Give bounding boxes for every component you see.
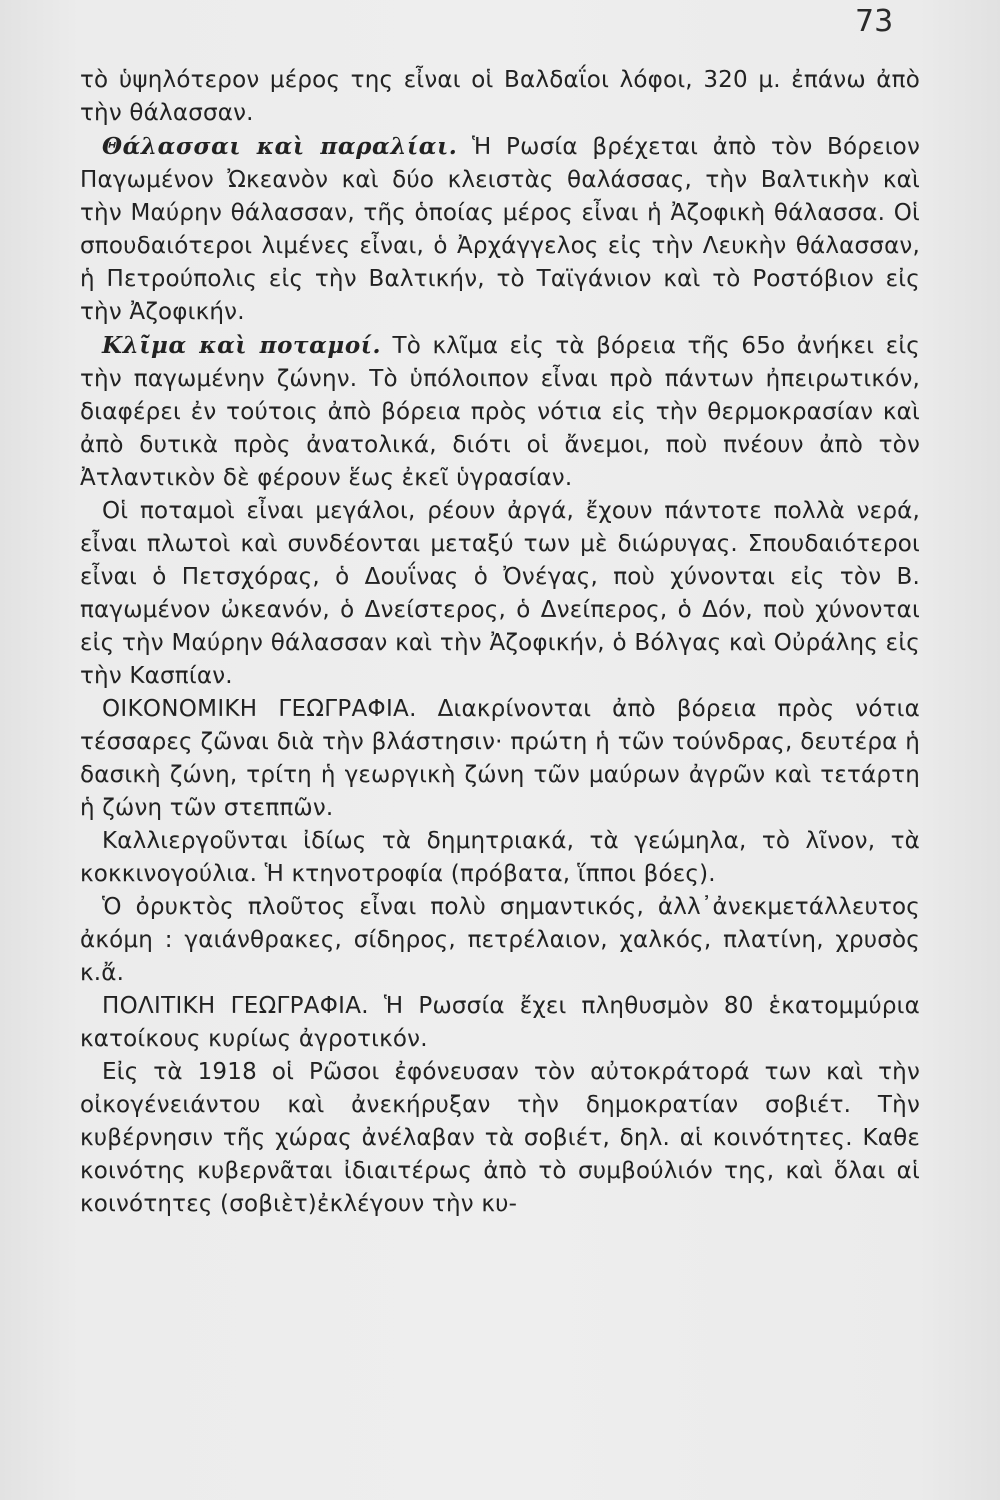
paragraph-text: Ἡ Ρωσία βρέχεται ἀπὸ τὸν Βόρειον Παγωμένον Ὠκεανὸν καὶ δύο κλειστὰς θαλάσσας, τὴν Βαλτικὴν καὶ τὴν Μαύρην θάλασσαν, τῆς ὁποίας μέρος εἶναι ἡ Ἀζοφικὴ θάλασσα. Οἱ σπουδαιότεροι λιμένες εἶναι, ὁ Ἀρχάγγελος εἰς τὴν Λευκὴν θάλασσαν, ἡ Πετρούπολις εἰς τὴν Βαλτικήν, τὸ Ταϊγάνιον καὶ τὸ Ροστόβιον εἰς τὴν Ἀζοφικήν. — [80, 134, 921, 325]
paragraph-intro — [80, 64, 920, 130]
paragraph-text: Καλλιεργοῦνται ἰδίως τὰ δημητριακά, τὰ γεώμηλα, τὸ λῖνον, τὰ κοκκινογούλια. Ἡ κτηνοτροφία (πρόβατα, ἵπποι βόες). — [80, 828, 920, 887]
paragraph-seas — [80, 130, 920, 329]
section-heading-climate: Κλῖμα καὶ ποταμοί. — [102, 332, 382, 359]
paragraph-rivers — [80, 495, 920, 693]
paragraph-soviet — [80, 1056, 920, 1221]
page-number: 73 — [855, 4, 894, 39]
paragraph-text: Διακρίνονται ἀπὸ βόρεια πρὸς νότια τέσσαρες ζῶναι διὰ τὴν βλάστησιν· πρώτη ἡ τῶν τούνδρας, δευτέρα ἡ δασικὴ ζώνη, τρίτη ἡ γεωργικὴ ζώνη τῶν μαύρων ἀγρῶν καὶ τετάρτη ἡ ζώνη τῶν στεππῶν. — [80, 696, 920, 821]
section-heading-political: ΠΟΛΙΤΙΚΗ ΓΕΩΓΡΑΦΙΑ. — [102, 993, 369, 1019]
paragraph-text: Ὁ ὀρυκτὸς πλοῦτος εἶναι πολὺ σημαντικός, ἀλλ᾽ἀνεκμετάλλευτος ἀκόμη : γαιάνθρακες, σίδηρος, πετρέλαιον, χαλκός, πλατίνη, χρυσὸς κ.ἄ. — [80, 894, 920, 986]
section-heading-economic: ΟΙΚΟΝΟΜΙΚΗ ΓΕΩΓΡΑΦΙΑ. — [102, 696, 417, 722]
paragraph-economic — [80, 693, 920, 825]
section-heading-seas: Θάλασσαι καὶ παραλίαι. — [102, 133, 458, 160]
paragraph-text: τὸ ὑψηλότερον μέρος της εἶναι οἱ Βαλδαΐοι λόφοι, 320 μ. ἐπάνω ἀπὸ τὴν θάλασσαν. — [80, 67, 920, 126]
paragraph-climate — [80, 329, 920, 495]
paragraph-minerals — [80, 891, 920, 990]
paragraph-political — [80, 990, 920, 1056]
paragraph-text: Οἱ ποταμοὶ εἶναι μεγάλοι, ρέουν ἀργά, ἔχουν πάντοτε πολλὰ νερά, εἶναι πλωτοὶ καὶ συνδέονται μεταξύ των μὲ διώρυγας. Σπουδαιότεροι εἶναι ὁ Πετσχόρας, ὁ Δουΐνας ὁ Ὀνέγας, ποὺ χύνονται εἰς τὸν Β. παγωμένον ὠκεανόν, ὁ Δνείστερος, ὁ Δνείπερος, ὁ Δόν, ποὺ χύνονται εἰς τὴν Μαύρην θάλασσαν καὶ τὴν Ἀζοφικήν, ὁ Βόλγας καὶ Οὐράλης εἰς τὴν Κασπίαν. — [80, 498, 920, 689]
paragraph-text: Ἡ Ρωσσία ἔχει πληθυσμὸν 80 ἑκατομμύρια κατοίκους κυρίως ἀγροτικόν. — [80, 993, 920, 1052]
body-text — [80, 64, 920, 1221]
paragraph-text: Τὸ κλῖμα εἰς τὰ βόρεια τῆς 65ο ἀνήκει εἰς τὴν παγωμένην ζώνην. Τὸ ὑπόλοιπον εἶναι πρὸ πάντων ἠπειρωτικόν, διαφέρει ἐν τούτοις ἀπὸ βόρεια πρὸς νότια εἰς τὴν θερμοκρασίαν καὶ ἀπὸ δυτικὰ πρὸς ἀνατολικά, διότι οἱ ἄνεμοι, ποὺ πνέουν ἀπὸ τὸν Ἀτλαντικὸν δὲ φέρουν ἕως ἐκεῖ ὑγρασίαν. — [80, 333, 921, 491]
paragraph-crops — [80, 825, 920, 891]
paragraph-text: Εἰς τὰ 1918 οἱ Ρῶσοι ἐφόνευσαν τὸν αὐτοκράτορά των καὶ τὴν οἰκογένειάντου καὶ ἀνεκήρυξαν τὴν δημοκρατίαν σοβιέτ. Τὴν κυβέρνησιν τῆς χώρας ἀνέλαβαν τὰ σοβιέτ, δηλ. αἱ κοινότητες. Καθε κοινότης κυβερνᾶται ἰδιαιτέρως ἀπὸ τὸ συμβούλιόν της, καὶ ὅλαι αἱ κοινότητες (σοβιὲτ)ἐκλέγουν τὴν κυ- — [80, 1059, 920, 1217]
